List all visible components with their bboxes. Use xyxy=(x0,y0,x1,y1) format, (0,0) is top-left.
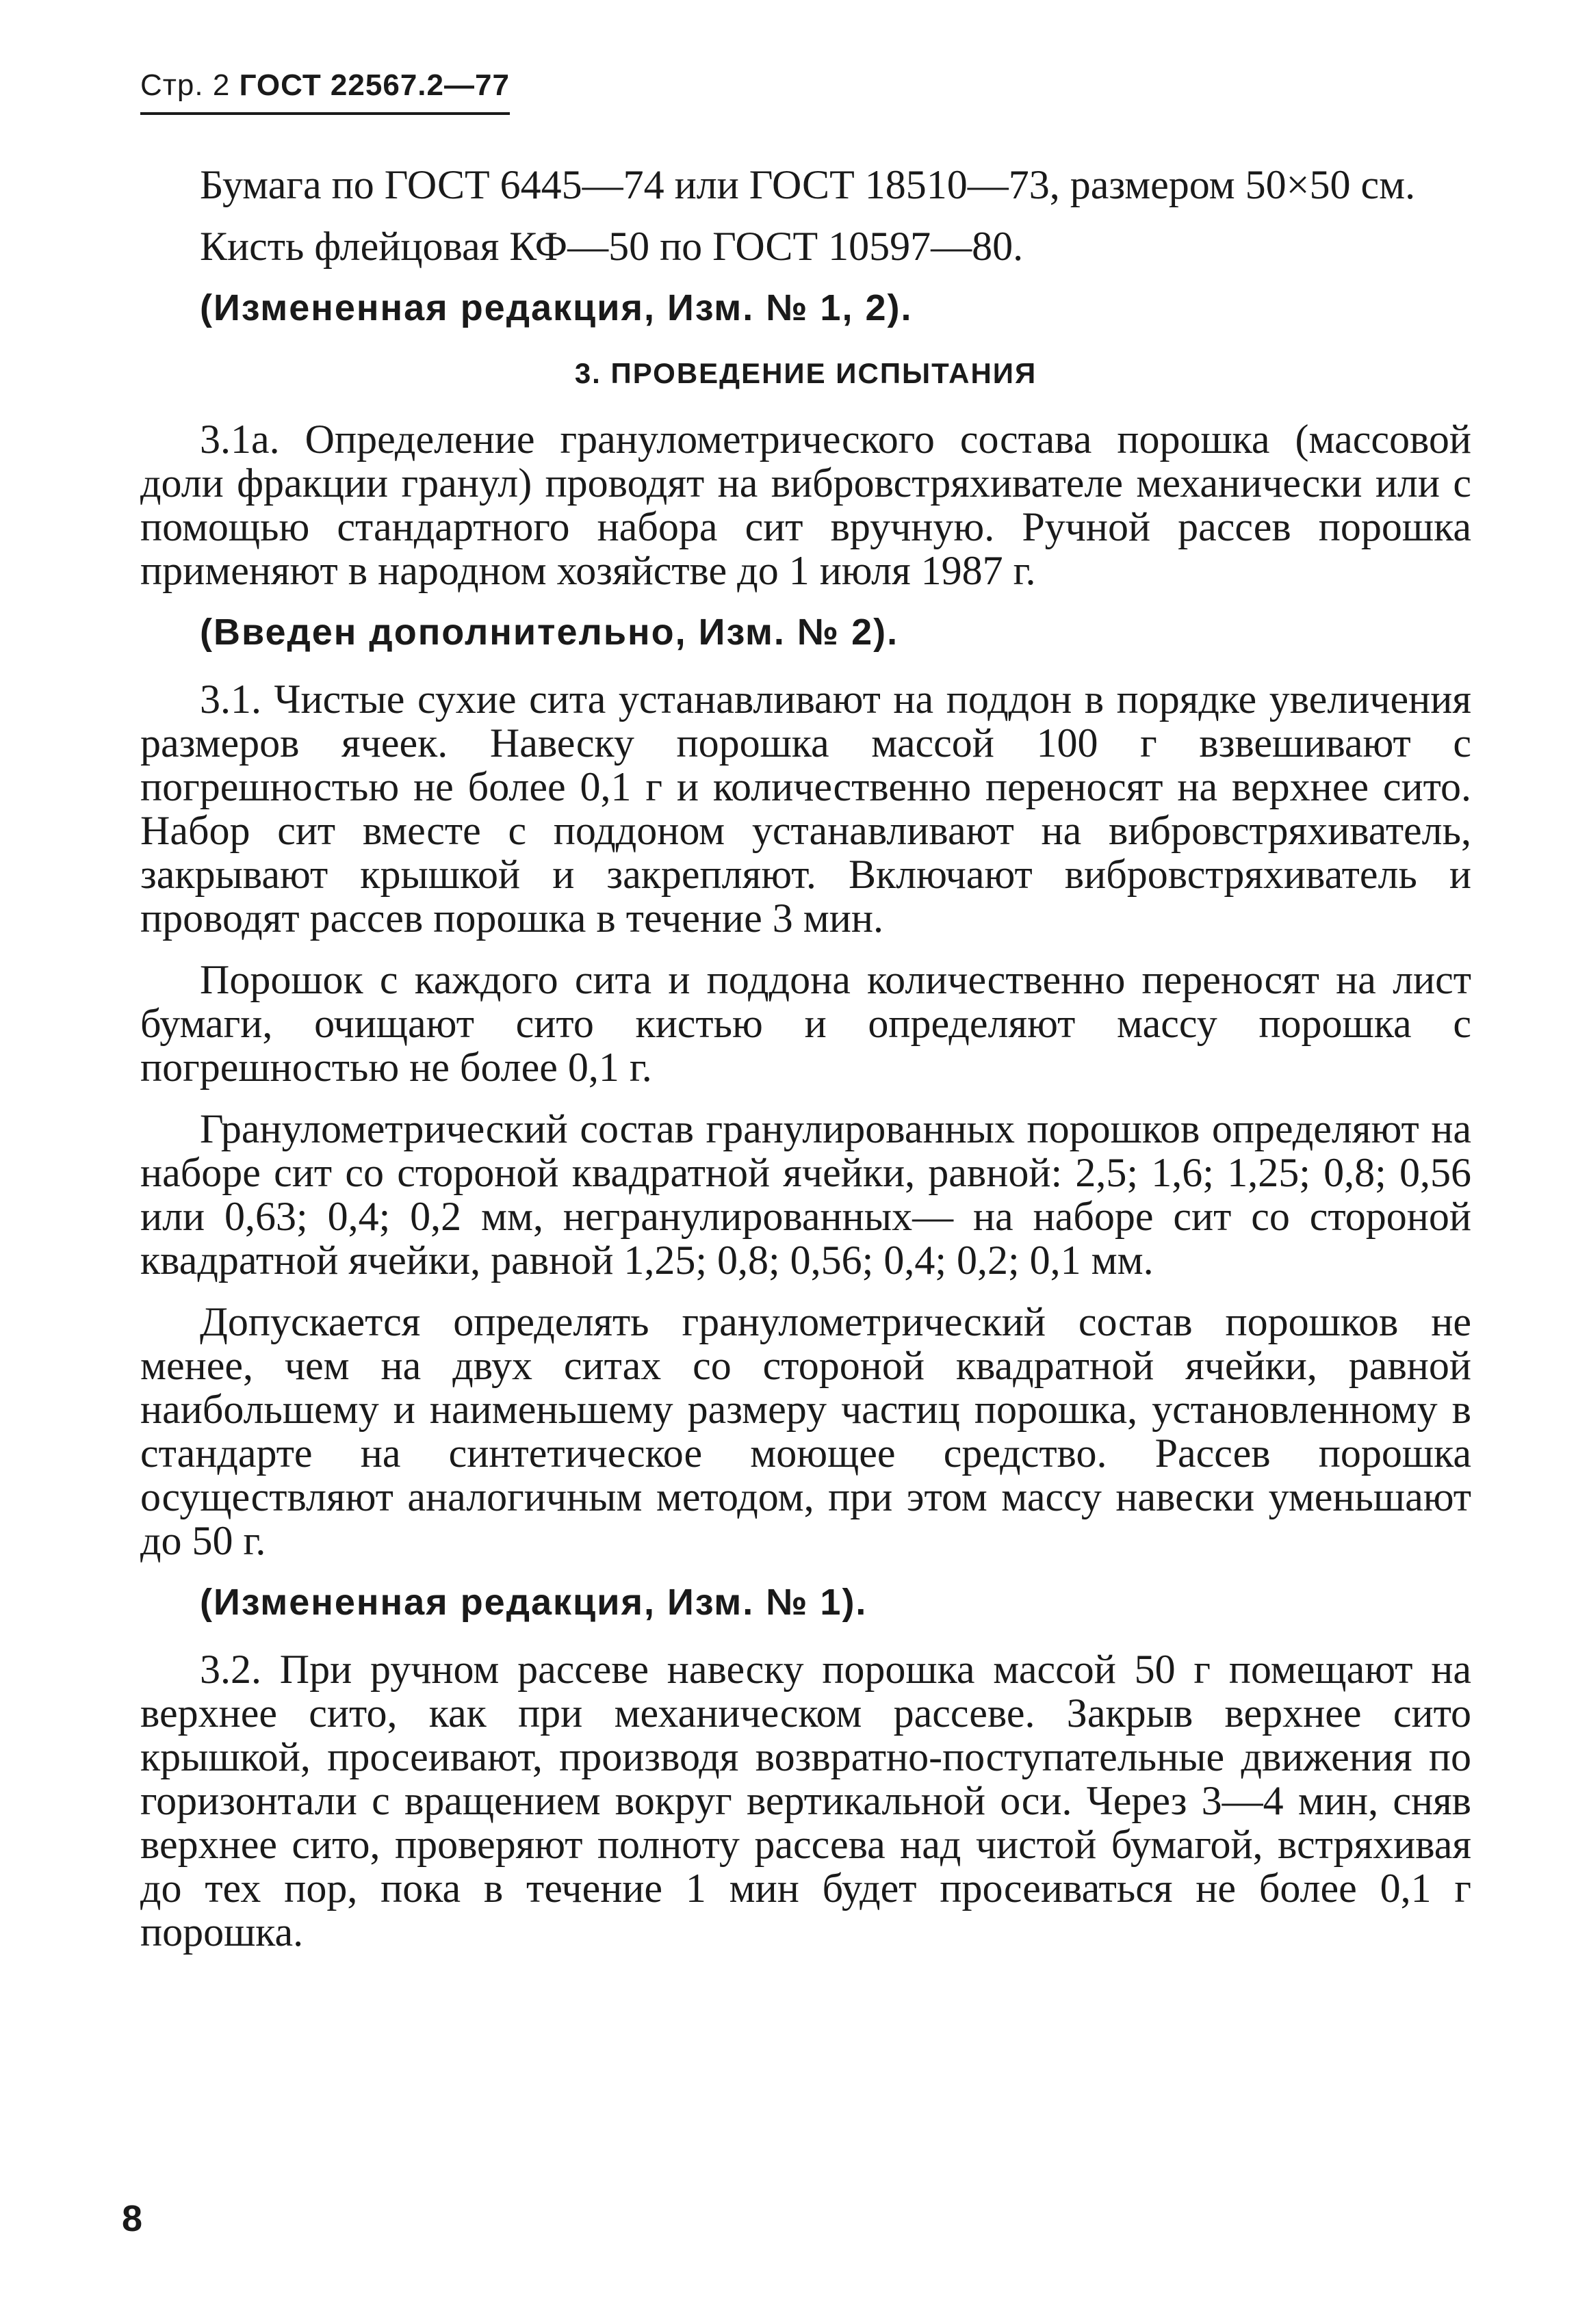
amendment-note-2: (Введен дополнительно, Изм. № 2). xyxy=(200,612,899,653)
paragraph-powder-transfer: Порошок с каждого сита и поддона количественно переносят на лист бумаги, очищают сито кистью и определяют массу порошка с погрешностью не более 0,1 г. xyxy=(140,957,1471,1090)
page-number: 8 xyxy=(122,2198,143,2239)
section-title: 3. ПРОВЕДЕНИЕ ИСПЫТАНИЯ xyxy=(574,357,1037,389)
paragraph-3-1: 3.1. Чистые сухие сита устанавливают на поддон в порядке увеличения размеров ячеек. Навеску порошка массой 100 г взвешивают с погрешностью не более 0,1 г и количественно переносят на верхнее сито. Набор сит вместе с поддоном устанавливают на вибровстряхиватель, закрывают крышкой и закрепляют. Включают вибровстряхиватель и проводят рассев порошка в течение 3 мин. xyxy=(140,677,1471,941)
amendment-note-3: (Измененная редакция, Изм. № 1). xyxy=(200,1582,868,1623)
document-body xyxy=(140,163,1471,1972)
paragraph-3-1a: 3.1а. Определение гранулометрического состава порошка (массовой доли фракции гранул) проводят на вибровстряхивателе механически или с помощью стандартного набора сит вручную. Ручной рассев порошка применяют в народном хозяйстве до 1 июля 1987 г. xyxy=(140,417,1471,593)
running-header xyxy=(140,68,510,115)
paragraph-3-2: 3.2. При ручном рассеве навеску порошка массой 50 г помещают на верхнее сито, как при механическом рассеве. Закрыв верхнее сито крышкой, просеивают, производя возвратно-поступательные движения по горизонтали с вращением вокруг вертикальной оси. Через 3—4 мин, сняв верхнее сито, проверяют полноту рассева над чистой бумагой, встряхивая до тех пор, пока в течение 1 мин будет просеиваться не более 0,1 г порошка. xyxy=(140,1647,1471,1955)
header-standard-number: ГОСТ 22567.2—77 xyxy=(239,68,510,102)
paragraph-brush: Кисть флейцовая КФ—50 по ГОСТ 10597—80. xyxy=(200,224,1024,269)
amendment-note-1: (Измененная редакция, Изм. № 1, 2). xyxy=(200,287,913,328)
paragraph-sieve-sizes: Гранулометрический состав гранулированных порошков определяют на наборе сит со стороной квадратной ячейки, равной: 2,5; 1,6; 1,25; 0,8; 0,56 или 0,63; 0,4; 0,2 мм, негранулированных— на наборе сит со стороной квадратной ячейки, равной 1,25; 0,8; 0,56; 0,4; 0,2; 0,1 мм. xyxy=(140,1106,1471,1283)
paragraph-paper: Бумага по ГОСТ 6445—74 или ГОСТ 18510—73, размером 50×50 см. xyxy=(200,162,1416,207)
paragraph-two-sieves: Допускается определять гранулометрический состав порошков не менее, чем на двух ситах со стороной квадратной ячейки, равной наибольшему и наименьшему размеру частиц порошка, установленному в стандарте на синтетическое моющее средство. Рассев порошка осуществляют аналогичным методом, при этом массу навески уменьшают до 50 г. xyxy=(140,1299,1471,1563)
header-page-label: Стр. 2 xyxy=(140,68,231,102)
